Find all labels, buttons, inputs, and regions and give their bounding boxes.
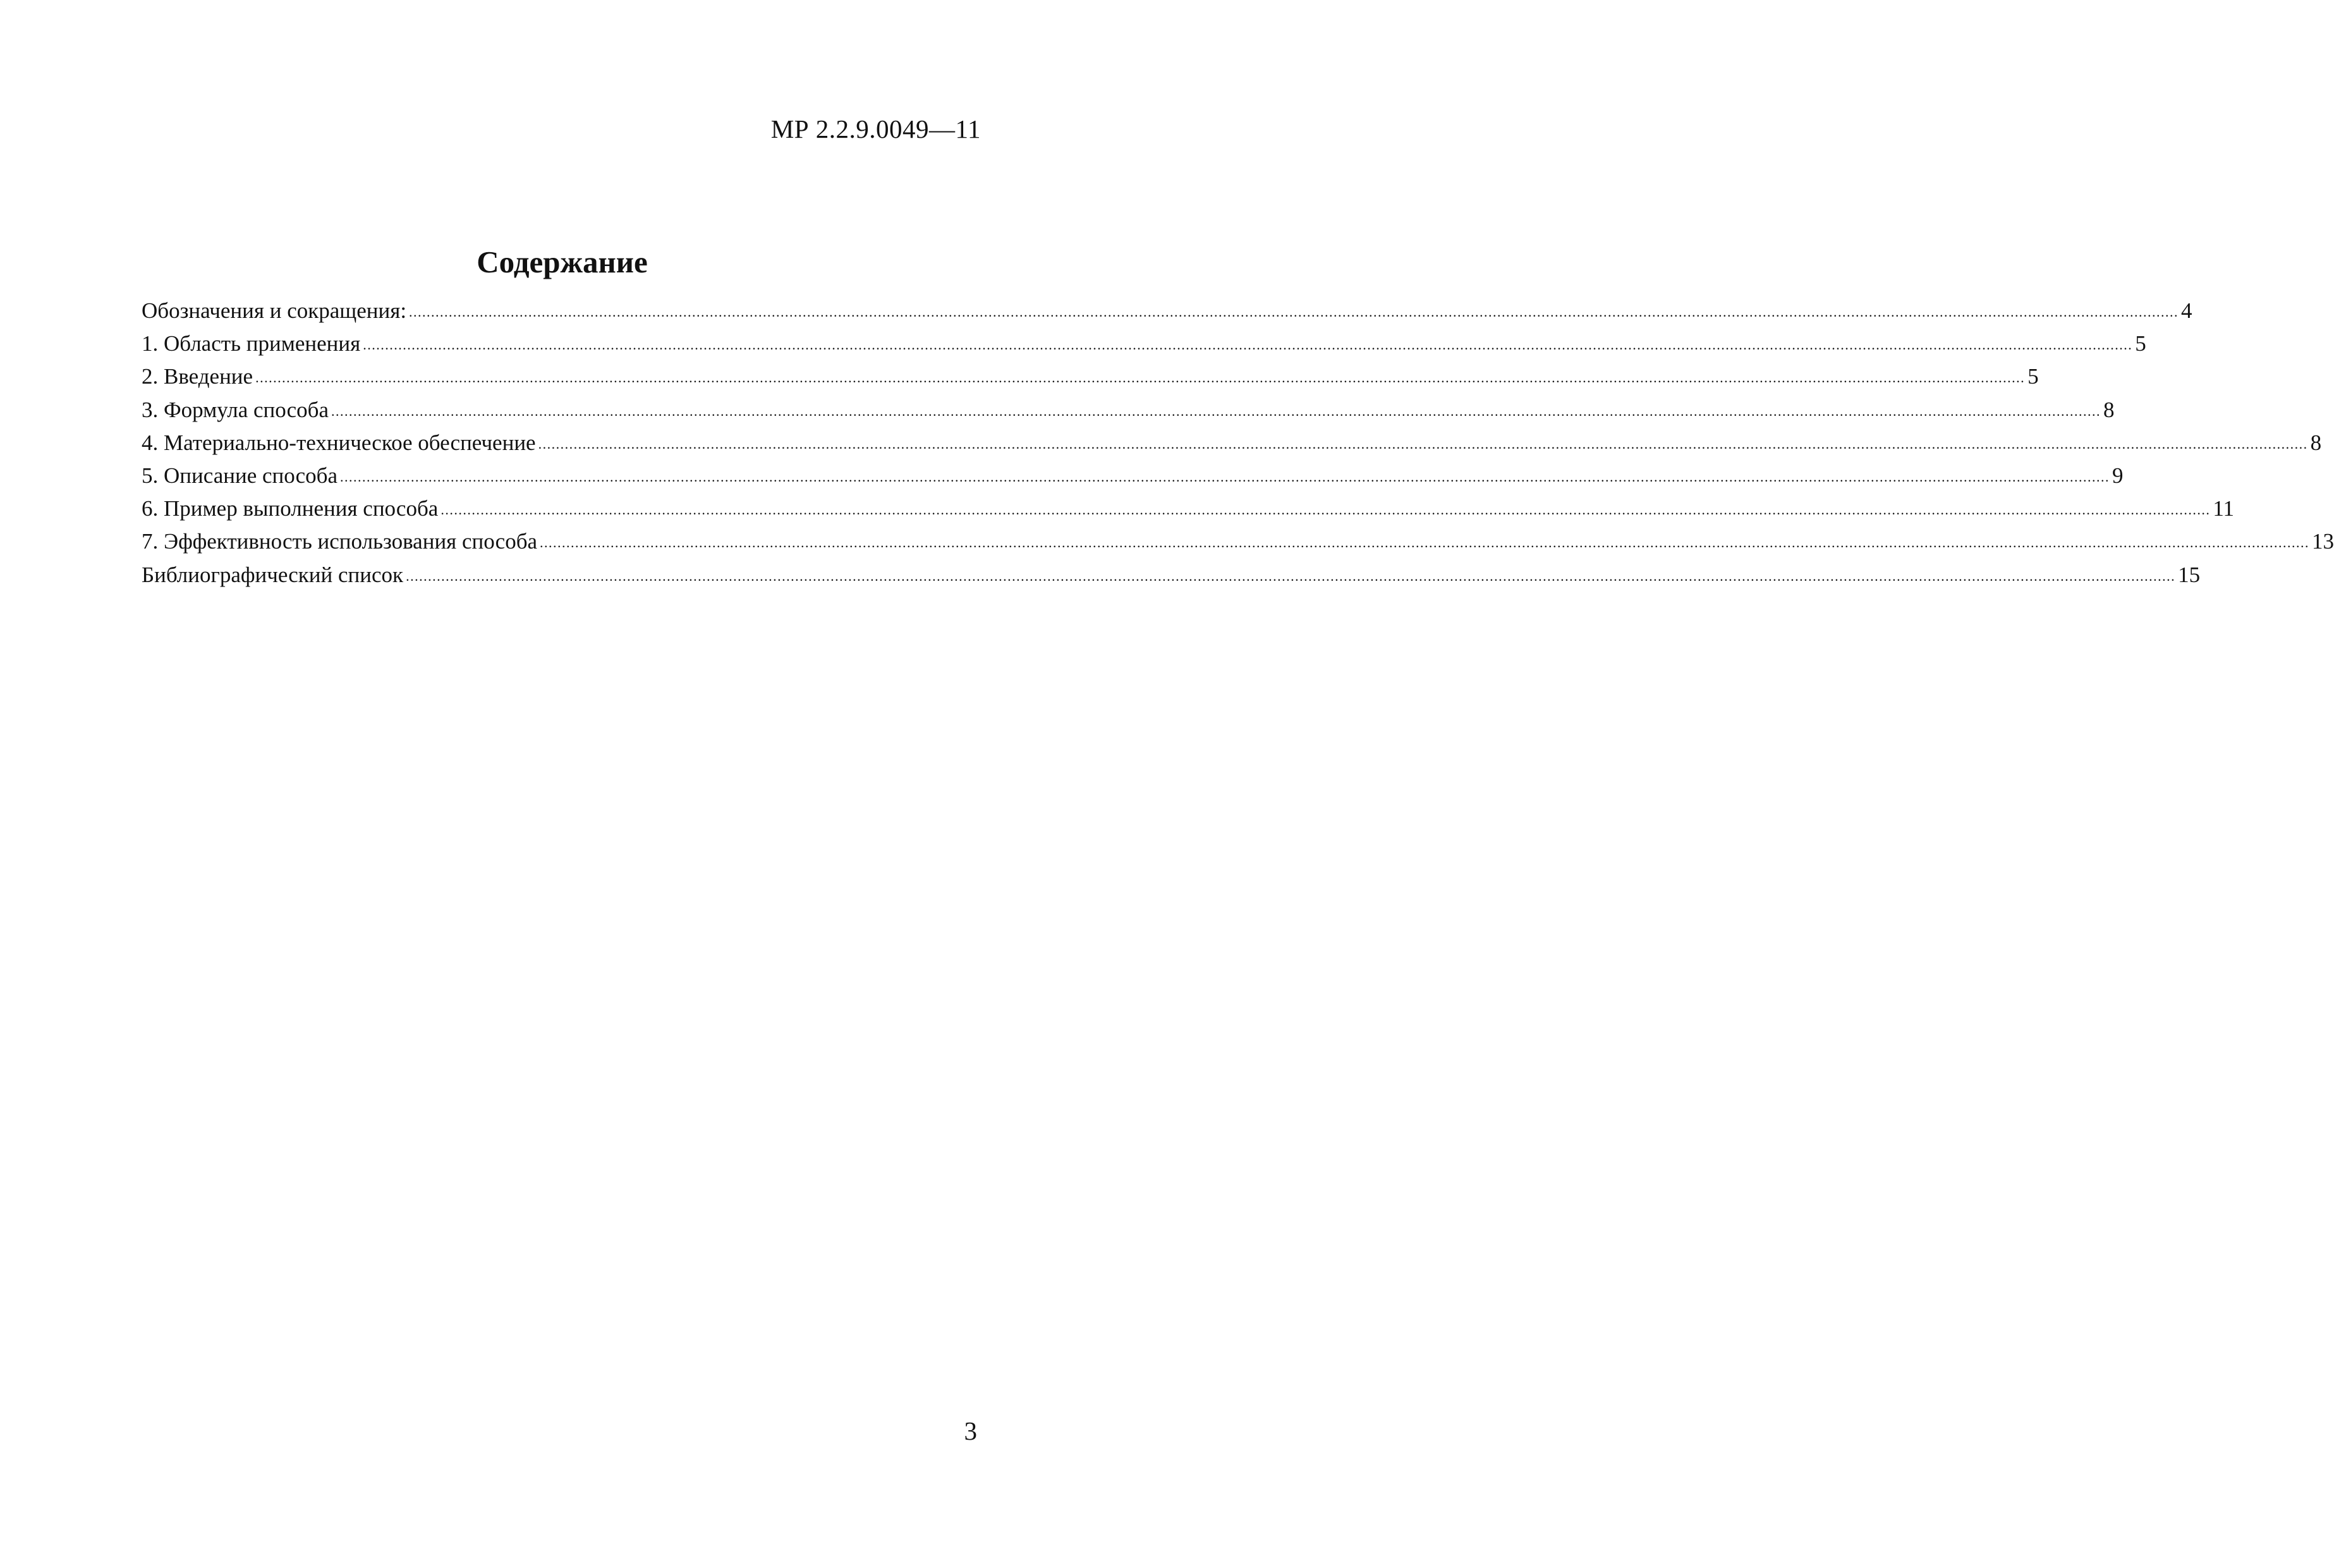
- toc-entry-page: 13: [2312, 529, 2334, 554]
- toc-entry-label: Обозначения и сокращения:: [142, 298, 407, 323]
- toc-entry-label: 3. Формула способа: [142, 397, 329, 422]
- document-code: МР 2.2.9.0049—11: [770, 114, 981, 143]
- toc-entry-page: 9: [2112, 463, 2124, 488]
- toc-entry[interactable]: [142, 529, 2334, 562]
- toc-entry-page: 5: [2135, 331, 2146, 356]
- toc-entry[interactable]: [142, 562, 2201, 595]
- toc-leader-dots: ................................................................................................................................................................................................................................................................................................................................................................................................................: [540, 535, 2310, 551]
- toc-leader-dots: ................................................................................................................................................................................................................................................................................................................................................................................................................: [409, 304, 2179, 320]
- toc-leader-dots: ................................................................................................................................................................................................................................................................................................................................................................................................................: [363, 337, 2133, 353]
- toc-entry[interactable]: [142, 331, 2146, 364]
- toc-entry-page: 11: [2213, 496, 2235, 521]
- toc-leader-dots: ................................................................................................................................................................................................................................................................................................................................................................................................................: [441, 502, 2211, 518]
- page-number: 3: [964, 1416, 977, 1445]
- toc-entry-label: 2. Введение: [142, 364, 253, 389]
- toc-leader-dots: ................................................................................................................................................................................................................................................................................................................................................................................................................: [255, 370, 2026, 386]
- toc-entry-label: 4. Материально-техническое обеспечение: [142, 430, 536, 455]
- toc-entry-page: 8: [2310, 430, 2322, 455]
- toc-leader-dots: ................................................................................................................................................................................................................................................................................................................................................................................................................: [406, 568, 2176, 584]
- toc-entry-page: 15: [2178, 562, 2201, 587]
- table-of-contents: [142, 298, 2334, 595]
- toc-entry-page: 8: [2103, 397, 2115, 422]
- toc-entry[interactable]: [142, 298, 2192, 331]
- toc-leader-dots: ................................................................................................................................................................................................................................................................................................................................................................................................................: [340, 468, 2110, 485]
- toc-entry-label: 5. Описание способа: [142, 463, 337, 488]
- toc-entry[interactable]: [142, 364, 2039, 397]
- toc-entry-page: 4: [2181, 298, 2192, 323]
- toc-entry-label: Библиографический список: [142, 562, 404, 587]
- toc-entry[interactable]: [142, 496, 2235, 529]
- toc-entry-label: 1. Область применения: [142, 331, 361, 356]
- toc-entry[interactable]: [142, 397, 2115, 430]
- toc-leader-dots: ................................................................................................................................................................................................................................................................................................................................................................................................................: [538, 435, 2308, 452]
- toc-entry-page: 5: [2027, 364, 2039, 389]
- toc-entry[interactable]: [142, 430, 2322, 463]
- toc-leader-dots: ................................................................................................................................................................................................................................................................................................................................................................................................................: [331, 403, 2101, 419]
- toc-title: Содержание: [477, 245, 648, 279]
- toc-entry[interactable]: [142, 463, 2124, 496]
- toc-entry-label: 6. Пример выполнения способа: [142, 496, 439, 521]
- toc-entry-label: 7. Эффективность использования способа: [142, 529, 538, 554]
